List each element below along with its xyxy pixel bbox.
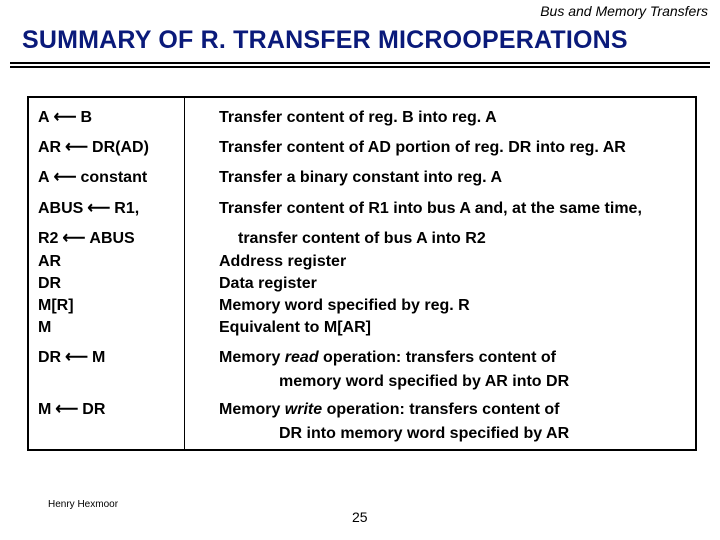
mem-read-left: DR ⟵ M xyxy=(38,347,105,369)
def-term: M xyxy=(38,319,52,336)
mem-write-desc: Memory write operation: transfers content of xyxy=(219,401,560,418)
title-rule-bottom xyxy=(10,66,710,68)
left-arrow-icon: ⟵ xyxy=(65,349,89,366)
footer-author: Henry Hexmoor xyxy=(48,499,119,510)
header-title: Bus and Memory Transfers xyxy=(540,3,708,19)
row-4-desc: Transfer content of R1 into bus A and, at the same time, xyxy=(219,200,642,217)
def-term: DR xyxy=(38,275,62,292)
table-column-divider xyxy=(184,96,185,451)
page-number: 25 xyxy=(352,509,368,525)
row-5-desc: transfer content of bus A into R2 xyxy=(238,230,486,247)
row-2-desc: Transfer content of AD portion of reg. DR into reg. AR xyxy=(219,139,626,156)
left-arrow-icon: ⟵ xyxy=(87,200,111,217)
row-2-left: AR ⟵ DR(AD) xyxy=(38,137,149,159)
mem-write-desc-line2: DR into memory word specified by AR xyxy=(279,425,570,442)
def-desc: Address register xyxy=(219,253,347,270)
left-arrow-icon: ⟵ xyxy=(62,230,86,247)
row-5-left: R2 ⟵ ABUS xyxy=(38,228,135,250)
def-term: M[R] xyxy=(38,297,74,314)
row-1-left: A ⟵ B xyxy=(38,107,92,129)
left-arrow-icon: ⟵ xyxy=(53,109,77,126)
row-3-left: A ⟵ constant xyxy=(38,167,147,189)
row-3-desc: Transfer a binary constant into reg. A xyxy=(219,169,503,186)
mem-read-desc-line2: memory word specified by AR into DR xyxy=(279,373,570,390)
left-arrow-icon: ⟵ xyxy=(53,169,77,186)
mem-read-desc: Memory read operation: transfers content of xyxy=(219,349,556,366)
def-desc: Memory word specified by reg. R xyxy=(219,297,470,314)
slide-title: SUMMARY OF R. TRANSFER MICROOPERATIONS xyxy=(22,26,628,54)
left-arrow-icon: ⟵ xyxy=(65,139,89,156)
row-4-left: ABUS ⟵ R1, xyxy=(38,198,139,220)
def-term: AR xyxy=(38,253,62,270)
def-desc: Data register xyxy=(219,275,317,292)
row-1-desc: Transfer content of reg. B into reg. A xyxy=(219,109,497,126)
title-rule-top xyxy=(10,62,710,64)
def-desc: Equivalent to M[AR] xyxy=(219,319,371,336)
mem-write-left: M ⟵ DR xyxy=(38,399,105,421)
left-arrow-icon: ⟵ xyxy=(55,401,79,418)
